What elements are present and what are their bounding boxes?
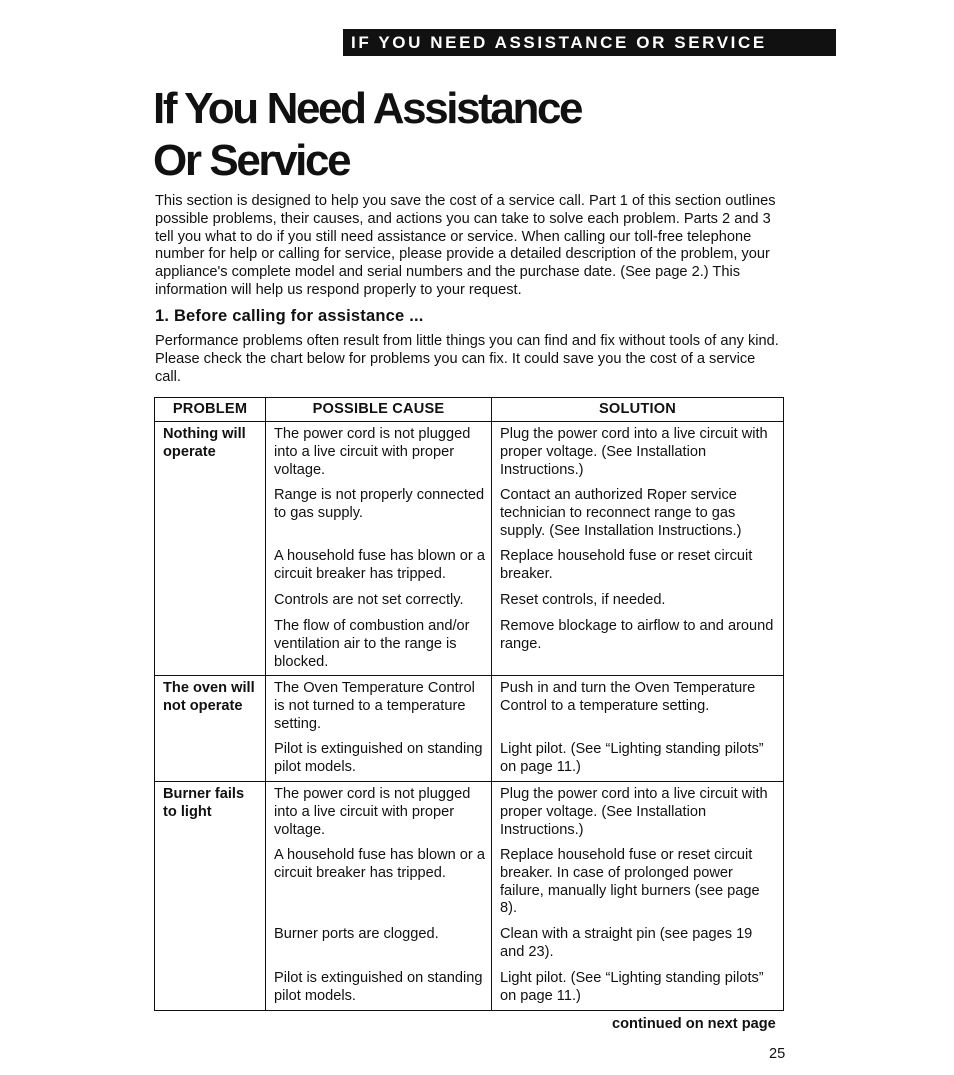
cause-text: Pilot is extinguished on standing pilot models. xyxy=(274,970,483,1004)
cause-text: The power cord is not plugged into a live circuit with proper voltage. xyxy=(274,786,471,838)
continued-note: continued on next page xyxy=(612,1016,776,1032)
problem-cell: Nothing will operate xyxy=(155,422,266,676)
cause-text: A household fuse has blown or a circuit breaker has tripped. xyxy=(274,847,485,881)
solution-text: Light pilot. (See “Lighting standing pilots” on page 11.) xyxy=(500,741,764,775)
table-row xyxy=(155,422,784,676)
intro-paragraph: This section is designed to help you save the cost of a service call. Part 1 of this section outlines possible problems, their causes, and actions you can take to solve each problem. Parts 2 and 3 tell you what to do if you still need assistance or service. When calling our toll-free telephone number for help or calling for service, please provide a detailed description of the problem, your appliance's complete model and serial numbers and the purchase date. (See page 2.) This information will help us respond properly to your request. xyxy=(155,193,776,298)
cause-text: The flow of combustion and/or ventilation air to the range is blocked. xyxy=(274,618,470,670)
solution-text: Replace household fuse or reset circuit breaker. xyxy=(500,548,753,582)
solution-text: Plug the power cord into a live circuit with proper voltage. (See Installation Instructions.) xyxy=(500,426,768,478)
solution-text: Plug the power cord into a live circuit with proper voltage. (See Installation Instructions.) xyxy=(500,786,768,838)
cause-text: Controls are not set correctly. xyxy=(274,592,464,608)
page-number: 25 xyxy=(769,1046,786,1062)
solution-column-header: SOLUTION xyxy=(492,398,784,422)
solution-text: Clean with a straight pin (see pages 19 and 23). xyxy=(500,926,753,960)
cause-text: Range is not properly connected to gas supply. xyxy=(274,487,485,521)
section-heading: 1. Before calling for assistance ... xyxy=(155,307,424,325)
cause-cell xyxy=(266,782,492,1011)
troubleshooting-table xyxy=(154,397,784,1011)
solution-text: Push in and turn the Oven Temperature Control to a temperature setting. xyxy=(500,680,756,714)
cause-cell xyxy=(266,422,492,676)
page-title-line-2: Or Service xyxy=(153,136,350,185)
solution-text: Remove blockage to airflow to and around range. xyxy=(500,618,774,652)
table-row xyxy=(155,676,784,782)
cause-cell xyxy=(266,676,492,782)
section-paragraph: Performance problems often result from little things you can find and fix without tools of any kind. Please check the chart below for problems you can fix. It could save you the cost of a service call. xyxy=(155,333,779,385)
solution-text: Light pilot. (See “Lighting standing pilots” on page 11.) xyxy=(500,970,764,1004)
cause-text: The Oven Temperature Control is not turned to a temperature setting. xyxy=(274,680,475,732)
cause-text: The power cord is not plugged into a live circuit with proper voltage. xyxy=(274,426,471,478)
cause-text: A household fuse has blown or a circuit breaker has tripped. xyxy=(274,548,485,582)
page-title-line-1: If You Need Assistance xyxy=(153,84,582,133)
table-header-row xyxy=(155,398,784,422)
problem-cell: The oven will not operate xyxy=(155,676,266,782)
cause-column-header: POSSIBLE CAUSE xyxy=(266,398,492,422)
section-banner: IF YOU NEED ASSISTANCE OR SERVICE xyxy=(343,29,836,56)
cause-text: Pilot is extinguished on standing pilot models. xyxy=(274,741,483,775)
solution-text: Contact an authorized Roper service technician to reconnect range to gas supply. (See Installation Instructions.) xyxy=(500,487,742,539)
solution-text: Reset controls, if needed. xyxy=(500,592,666,608)
cause-text: Burner ports are clogged. xyxy=(274,926,439,942)
solution-cell xyxy=(492,782,784,1011)
problem-column-header: PROBLEM xyxy=(155,398,266,422)
page-title xyxy=(153,83,581,187)
table-row xyxy=(155,782,784,1011)
solution-cell xyxy=(492,676,784,782)
solution-text: Replace household fuse or reset circuit breaker. In case of prolonged power failure, manually light burners (see page 8). xyxy=(500,847,760,917)
solution-cell xyxy=(492,422,784,676)
problem-cell: Burner fails to light xyxy=(155,782,266,1011)
